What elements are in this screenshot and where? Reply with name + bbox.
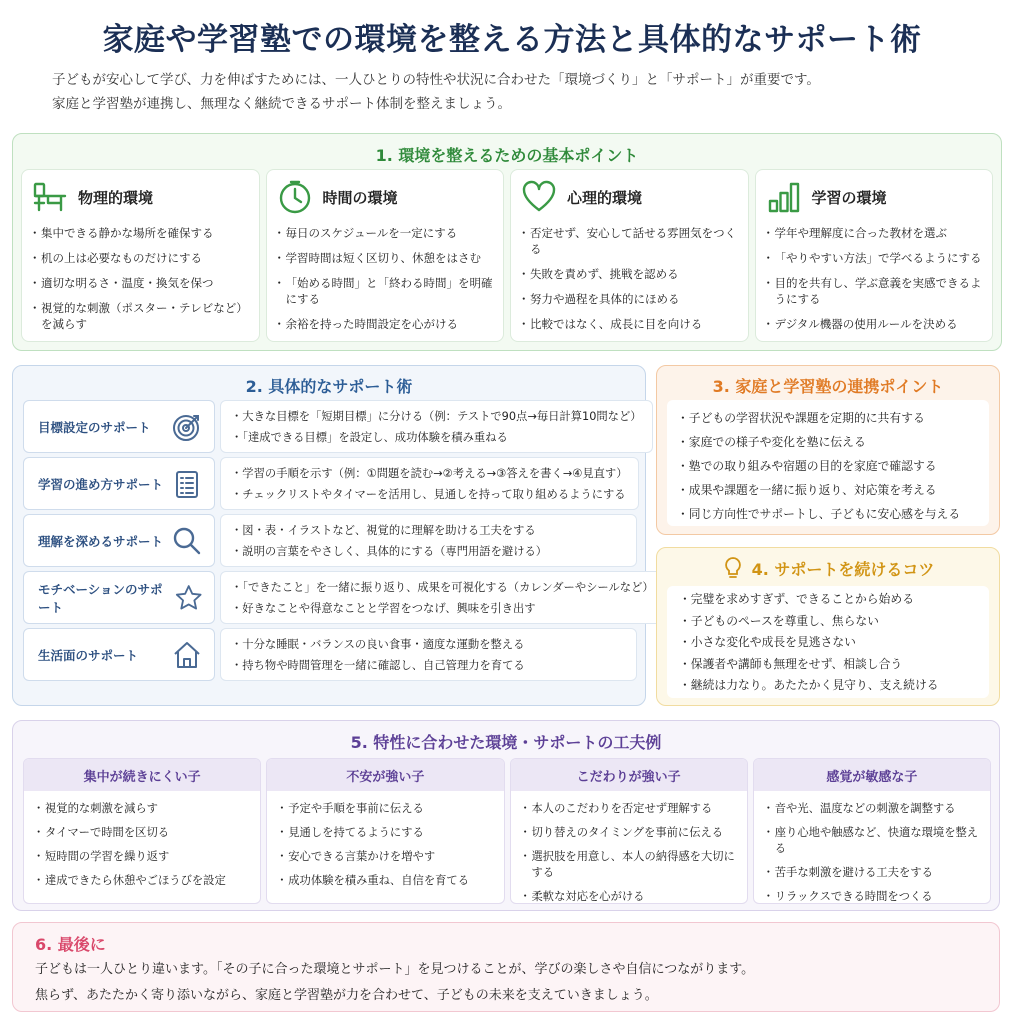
support-text: ・説明の言葉をやさしく、具体的にする（専門用語を避ける） — [231, 544, 548, 558]
list-item: ・子どものペースを尊重し、焦らない — [679, 613, 879, 628]
list-item: ・ 音や光、温度などの刺激を調整する — [766, 801, 980, 817]
list-item: ・ 成功体験を積み重ね、自信を育てる — [279, 873, 493, 889]
support-row-goal — [23, 400, 642, 453]
section-title: 4. サポートを続けるコツ — [751, 559, 935, 579]
trait-column — [266, 758, 504, 904]
list-item: ・ 集中できる静かな場所を確保する — [32, 225, 249, 241]
target-icon — [172, 412, 202, 442]
support-text: ・大きな目標を「短期目標」に分ける（例：テストで90点→毎日計算10問など） — [231, 409, 642, 423]
section-basic-points — [12, 133, 1002, 351]
list-item: ・ 余裕を持った時間設定を心がける — [277, 316, 494, 332]
card-title: 心理的環境 — [567, 188, 643, 207]
trait-heading: 感覚が敏感な子 — [754, 759, 990, 791]
list-item: ・ 達成できたら休憩やごほうびを設定 — [36, 873, 250, 889]
bar-chart-icon — [766, 179, 802, 215]
section-title: 2. 具体的なサポート術 — [245, 377, 413, 396]
support-label: 生活面のサポート — [38, 647, 139, 663]
list-item: ・ 見通しを持てるようにする — [279, 825, 493, 841]
support-label: 目標設定のサポート — [38, 419, 151, 435]
list-item: ・成果や課題を一緒に振り返り、対応策を考える — [677, 483, 937, 497]
section-title: 1. 環境を整えるための基本ポイント — [375, 146, 639, 165]
support-text: ・「達成できる目標」を設定し、成功体験を積み重ねる — [231, 430, 508, 444]
list-item: ・ 柔軟な対応を心がける — [523, 889, 737, 904]
list-item: ・小さな変化や成長を見逃さない — [679, 635, 856, 649]
conclusion-line: 子どもは一人ひとり違います。「その子に合った環境とサポート」を見つけることが、学びの楽しさや自信につながります。 — [35, 962, 755, 977]
section-title: 3. 家庭と学習塾の連携ポイント — [712, 377, 944, 396]
list-item: ・ 短時間の学習を繰り返す — [36, 849, 250, 865]
card-time-environment — [266, 169, 505, 342]
list-item: ・ 本人のこだわりを否定せず理解する — [523, 801, 737, 817]
support-row-study-method — [23, 457, 637, 510]
support-label: 理解を深めるサポート — [38, 533, 164, 549]
list-item: ・ 「始める時間」と「終わる時間」を明確にする — [277, 275, 494, 307]
intro-line: 家庭と学習塾が連携し、無理なく継続できるサポート体制を整えましょう。 — [52, 96, 511, 112]
intro-line: 子どもが安心して学び、力を伸ばすためには、一人ひとりの特性や状況に合わせた「環境づくり」と「サポート」が重要です。 — [52, 72, 820, 88]
support-text: ・十分な睡眠・バランスの良い食事・適度な運動を整える — [231, 637, 525, 651]
card-learning-environment — [755, 169, 994, 342]
section-trait-examples — [12, 720, 1000, 911]
support-text: ・「できたこと」を一緒に振り返り、成果を可視化する（カレンダーやシールなど） — [231, 580, 654, 594]
trait-column — [23, 758, 261, 904]
page-title: 家庭や学習塾での環境を整える方法と具体的なサポート術 — [102, 22, 922, 58]
list-item: ・ タイマーで時間を区切る — [36, 825, 250, 841]
list-item: ・ 視覚的な刺激（ポスター・テレビなど）を減らす — [32, 300, 249, 332]
support-row-motivation — [23, 571, 654, 624]
support-row-understanding — [23, 514, 637, 567]
list-item: ・ 安心できる言葉かけを増やす — [279, 849, 493, 865]
clock-icon — [277, 179, 313, 215]
section-continuation-tips — [656, 547, 1000, 706]
list-item: ・ 失敗を責めず、挑戦を認める — [521, 266, 738, 282]
list-item: ・ 「やりやすい方法」で学べるようにする — [766, 250, 983, 266]
intro-text — [52, 68, 1012, 116]
list-item: ・ 選択肢を用意し、本人の納得感を大切にする — [523, 849, 737, 881]
card-psychological-environment — [510, 169, 749, 342]
list-item: ・継続は力なり。あたたかく見守り、支え続ける — [679, 678, 939, 692]
card-physical-environment — [21, 169, 260, 342]
support-label: モチベーションのサポート — [38, 581, 163, 615]
support-text: ・図・表・イラストなど、視覚的に理解を助ける工夫をする — [231, 523, 536, 537]
list-item: ・ 目的を共有し、学ぶ意義を実感できるようにする — [766, 275, 983, 307]
house-icon — [172, 640, 202, 670]
section-title: 5. 特性に合わせた環境・サポートの工夫例 — [350, 733, 662, 752]
section-title: 6. 最後に — [35, 935, 106, 954]
trait-heading: こだわりが強い子 — [511, 759, 747, 791]
list-item: ・家庭での様子や変化を塾に伝える — [677, 435, 866, 449]
section-cooperation-points — [656, 365, 1000, 535]
list-item: ・子どもの学習状況や課題を定期的に共有する — [677, 411, 925, 425]
trait-column — [510, 758, 748, 904]
list-item: ・ 苦手な刺激を避ける工夫をする — [766, 865, 980, 881]
list-item: ・ 机の上は必要なものだけにする — [32, 250, 249, 266]
list-item: ・ デジタル機器の使用ルールを決める — [766, 316, 983, 332]
list-item: ・ 視覚的な刺激を減らす — [36, 801, 250, 817]
list-item: ・ 比較ではなく、成長に目を向ける — [521, 316, 738, 332]
list-item: ・ 学習時間は短く区切り、休憩をはさむ — [277, 250, 494, 266]
conclusion-text — [35, 957, 754, 1009]
list-item: ・塾での取り組みや宿題の目的を家庭で確認する — [677, 459, 937, 473]
trait-column — [753, 758, 991, 904]
support-row-daily-life — [23, 628, 637, 681]
list-item: ・ 予定や手順を事前に伝える — [279, 801, 493, 817]
lightbulb-icon — [722, 556, 744, 580]
list-item: ・ 座り心地や触感など、快適な環境を整える — [766, 825, 980, 857]
support-text: ・チェックリストやタイマーを活用し、見通しを持って取り組めるようにする — [231, 487, 626, 501]
trait-heading: 不安が強い子 — [267, 759, 503, 791]
list-item: ・ 適切な明るさ・温度・換気を保つ — [32, 275, 249, 291]
section-conclusion — [12, 922, 1000, 1012]
list-item: ・ 毎日のスケジュールを一定にする — [277, 225, 494, 241]
support-text: ・学習の手順を示す（例：①問題を読む→②考える→③答えを書く→④見直す） — [231, 466, 628, 480]
checklist-icon — [172, 469, 202, 499]
list-item: ・ 否定せず、安心して話せる雰囲気をつくる — [521, 225, 738, 257]
card-title: 学習の環境 — [811, 188, 887, 207]
conclusion-line: 焦らず、あたたかく寄り添いながら、家庭と学習塾が力を合わせて、子どもの未来を支えていきましょう。 — [35, 988, 658, 1003]
list-item: ・同じ方向性でサポートし、子どもに安心感を与える — [677, 507, 961, 521]
star-icon — [175, 583, 202, 613]
section-support-techniques — [12, 365, 654, 706]
desk-icon — [32, 179, 68, 215]
list-item: ・ 学年や理解度に合った教材を選ぶ — [766, 225, 983, 241]
magnifier-icon — [172, 526, 202, 556]
card-title: 時間の環境 — [322, 188, 398, 207]
support-text: ・好きなことや得意なことと学習をつなげ、興味を引き出す — [231, 601, 536, 615]
heart-icon — [521, 179, 557, 215]
trait-heading: 集中が続きにくい子 — [24, 759, 260, 791]
support-text: ・持ち物や時間管理を一緒に確認し、自己管理力を育てる — [231, 658, 525, 672]
support-label: 学習の進め方サポート — [38, 476, 164, 492]
card-title: 物理的環境 — [78, 188, 154, 207]
list-item: ・ 努力や過程を具体的にほめる — [521, 291, 738, 307]
list-item: ・ リラックスできる時間をつくる — [766, 889, 980, 904]
list-item: ・保護者や講師も無理をせず、相談し合う — [679, 656, 903, 671]
list-item: ・完璧を求めすぎず、できることから始める — [679, 592, 914, 606]
list-item: ・ 切り替えのタイミングを事前に伝える — [523, 825, 737, 841]
